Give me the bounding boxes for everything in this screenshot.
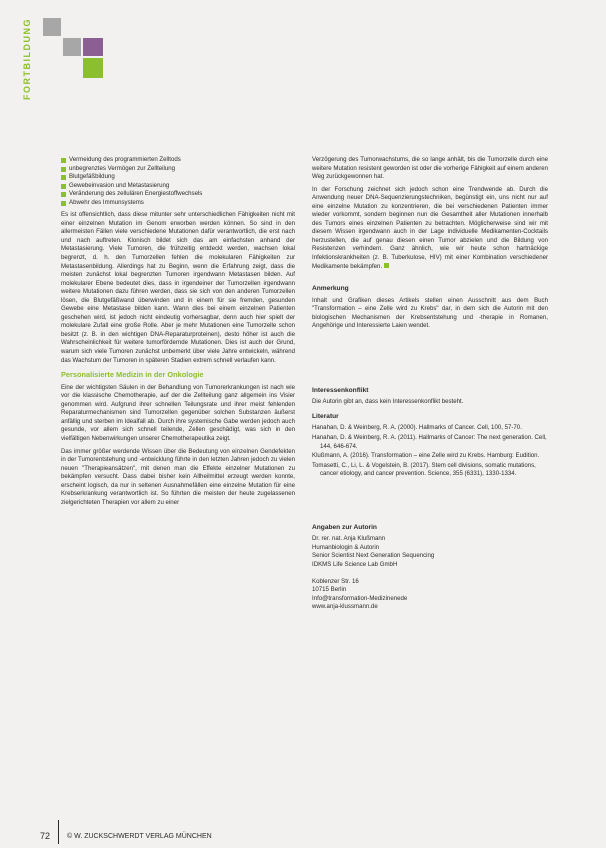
reference-item: Tomasetti, C., Li, L. & Vogelstein, B. (2017). Stem cell divisions, somatic mutations, cancer etiology, and cancer prevention. Science, 355 (6331), 1330-1334. — [312, 461, 536, 478]
footer-divider — [58, 820, 59, 844]
paragraph: Verzögerung des Tumorwachstums, die so lange anhält, bis die Tumorzelle durch eine weitere Mutation resistent geworden ist oder die vorherige Fähigkeit auf einem anderen Weg zurückgewonnen hat. — [312, 156, 548, 181]
author-line: Humanbiologin & Autorin — [312, 543, 380, 551]
page-number: 72 — [40, 831, 51, 841]
logo-square-green — [83, 58, 103, 78]
list-item: Vermeidung des programmierten Zelltods — [61, 156, 295, 165]
page-footer — [40, 824, 212, 848]
end-mark-icon — [384, 263, 389, 268]
right-column — [312, 156, 548, 612]
paragraph: Es ist offensichtlich, dass diese mitunter sehr unterschiedlichen Fähigkeiten nicht mit einer einzelnen Mutation im Genom erworben werden können. So sind in den allermeisten Fällen viele verschiedene Mutationen dafür verantwortlich, die erst nach und nach auftreten. Klonisch bildet sich das am einfachsten anhand der Metastasierung. Viele Tumoren, die frühzeitig entdeckt werden, wachsen lokal begrenzt, d. h. den Tumorzellen fehlen die molekularen Fähigkeiten zur Metastasenbildung. Allerdings hat zu Beginn, wenn die Erfahrung zeigt, dass die meisten zunächst lokal begrenzten Tumoren irgendwann Metastasen bilden. Auf molekularer Ebene bedeutet dies, dass in irgendeiner der Tumorzellen irgendwann weitere Mutationen dazu führen werden, dass sie sich von den anderen Tumorzellen lösen, die Blutgefäßwand überwinden und in einem für sie fremden, gesunden Gewebe eine Metastase bilden kann. Wann dies bei einem einzelnen Patienten geschehen wird, ist jedoch nicht eindeutig vorhersagbar, denn auch hier spielt der molekulare Zufall eine große Rolle. Aber je mehr Mutationen eine Tumorzelle schon besitzt (z. B. in den wichtigen DNA-Reparaturproteinen), desto höher ist auch die Wahrscheinlichkeit für weitere tumorfördernde Mutationen. Dies ist auch der Grund, warum sich viele Tumoren zunächst unbemerkt über viele Jahre entwickeln, während das Wachstum der Tumoren in späteren Stadien extrem schnell verlaufen kann. — [61, 211, 295, 364]
paragraph — [312, 186, 548, 271]
publisher-name: © W. ZUCKSCHWERDT VERLAG MÜNCHEN — [67, 832, 212, 840]
logo-square-gray-2 — [63, 38, 81, 56]
section-heading: Personalisierte Medizin in der Onkologie — [61, 370, 204, 380]
address-line: Koblenzer Str. 16 — [312, 577, 359, 585]
conflict-heading: Interessenkonflikt — [312, 386, 369, 394]
reference-item: Klußmann, A. (2016). Transformation – eine Zelle wird zu Krebs. Hamburg: Eudition. — [312, 452, 540, 460]
literature-heading: Literatur — [312, 412, 339, 420]
website-link[interactable]: www.anja-klussmann.de — [312, 603, 378, 611]
paragraph: Das immer größer werdende Wissen über die Bedeutung von einzelnen Gendefekten in der Tumorentstehung und -entwicklung führte in den letzten Jahren jedoch zu vielen neuen "Therapieansätzen", mit denen man die Effekte einzelner Mutationen zu bekämpfen versucht. Dass dabei bisher kein Allheilmittel erzeugt werden konnte, erscheint logisch, da nur in seltenen Ausnahmefällen eine einzelne Mutation für eine Krebserkrankung verantwortlich ist. So führten die meisten der heute zugelassenen zielgerichteten Therapien vor allem zu einer — [61, 447, 295, 506]
list-item: Blutgefäßbildung — [61, 173, 295, 182]
logo-square-purple — [83, 38, 103, 56]
section-label — [20, 14, 34, 104]
list-item: Veränderung des zellulären Energiestoffwechsels — [61, 190, 295, 199]
author-heading: Angaben zur Autorin — [312, 523, 377, 531]
list-item: Abwehr des Immunsystems — [61, 199, 295, 208]
left-column — [61, 156, 295, 511]
author-line: IDKMS Life Science Lab GmbH — [312, 560, 398, 568]
address-line: 10715 Berlin — [312, 586, 347, 594]
section-label-text: FORTBILDUNG — [22, 18, 32, 100]
list-item: Gewebeinvasion und Metastasierung — [61, 182, 295, 191]
note-text: Inhalt und Grafiken dieses Artikels stellen einen Ausschnitt aus dem Buch "Transformation – eine Zelle wird zu Krebs" dar, in dem sich die Autorin mit den biologischen Mechanismen der Krebsentstehung und -therapie in Romanen, Angehörige und Interessierte Laien wendet. — [312, 296, 548, 330]
paragraph-text: In der Forschung zeichnet sich jedoch schon eine Trendwende ab. Durch die Anwendung neuer DNA-Sequenzierungstechniken, begünstigt ein, uns nicht nur auf eine einzelne Mutation zu konzentrieren, die bei verschiedenen Patienten immer wieder vorkommt, sondern beginnen nun die Gesamtheit aller Mutationen innerhalb des Tumors eines einzelnen Patienten zu betrachten. Möglicherweise sind wir mit diesem Wissen irgendwann auch in der Lage individuelle Medikamenten-Cocktails herzustellen, die auf genau diesen einen Tumor abzielen und die Bildung von Resistenzen verhindern. Ganz ähnlich, wie wir heute schon hartnäckige Infektionskrankheiten (z. B. Tuberkulose, HIV) mit einer Kombination verschiedener Medikamente bekämpfen. — [312, 185, 548, 270]
note-heading: Anmerkung — [312, 285, 349, 293]
logo-square-gray — [43, 18, 61, 36]
reference-item: Hanahan, D. & Weinberg, R. A. (2000). Hallmarks of Cancer. Cell, 100, 57-70. — [312, 424, 522, 432]
section-logo — [43, 18, 103, 78]
list-item: unbegrenztes Vermögen zur Zellteilung — [61, 165, 295, 174]
author-line: Dr. rer. nat. Anja Klußmann — [312, 535, 386, 543]
reference-item: Hanahan, D. & Weinberg, R. A. (2011). Hallmarks of Cancer: The next generation. Cell, 144, 646-674. — [312, 434, 547, 450]
author-line: Senior Scientist Next Generation Sequencing — [312, 552, 435, 560]
hallmarks-list — [61, 156, 295, 207]
email-line: Info@transformation-Medizinenede — [312, 594, 408, 602]
conflict-text: Die Autorin gibt an, dass kein Interessenkonflikt besteht. — [312, 398, 464, 406]
paragraph: Eine der wichtigsten Säulen in der Behandlung von Tumorerkrankungen ist nach wie vor die klassische Chemotherapie, auf der die Zellteilung ganz allgemein ins Visier genommen wird. Aufgrund ihrer schnellen Teilungsrate und ihrer meist fehlenden Reparaturmechanismen sind Tumorzellen gegenüber solchen Substanzen äußerst anfällig und sterben im Idealfall ab. Durch ihre systemische Gabe werden jedoch auch gesunde, vor allem sich schnell teilende, Zellen geschädigt, was sich in den vielfältigen Nebenwirkungen unserer Chemotherapeutika zeigt. — [61, 383, 295, 442]
